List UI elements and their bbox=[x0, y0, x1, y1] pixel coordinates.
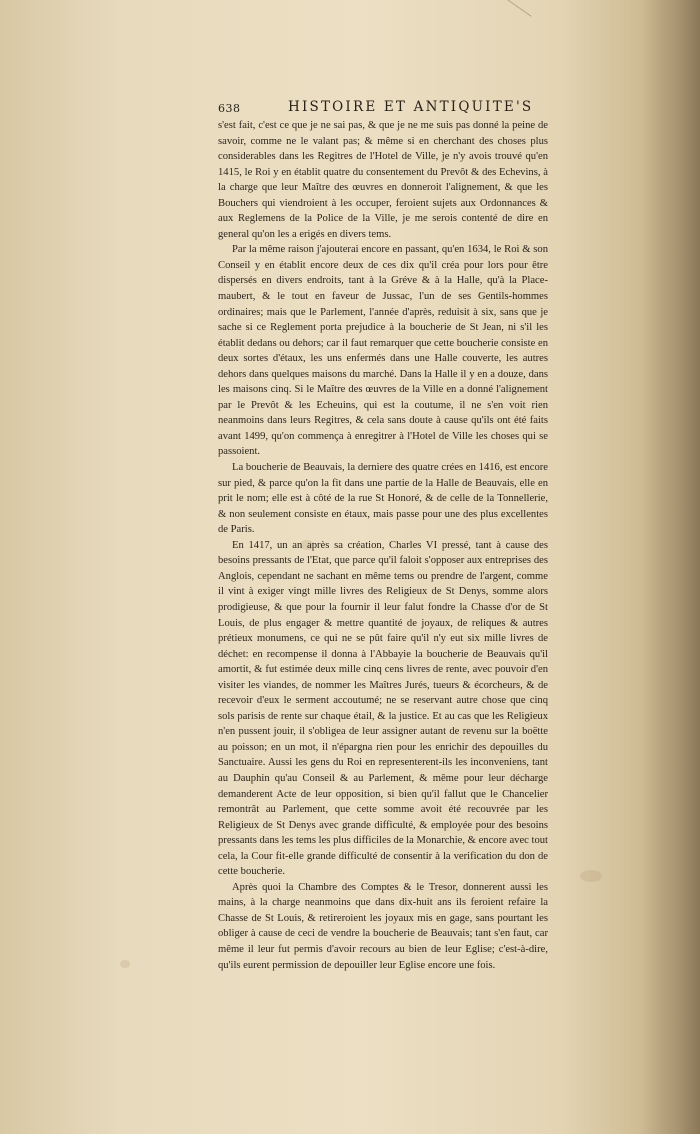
paper-stain bbox=[120, 960, 130, 968]
paragraph: Par la même raison j'ajouterai encore en passant, qu'en 1634, le Roi & son Conseil y en établit encore deux de ces dix qu'il créa pour lors pour être dispersés en divers endroits, tant à la Gréve & à la Halle, qu'à la Place-maubert, & le tout en faveur de Jussac, l'un de ses Gentils-hommes ordinaires; mais que le Parlement, l'année d'après, reduisit à six, sans que je sache si ce Reglement porta prejudice à la boucherie de St Jean, ni s'il les établit dedans ou dehors; car il faut remarquer que cette boucherie consiste en deux sortes d'étaux, les uns enfermés dans une Halle couverte, les autres dehors dans quelques maisons du marché. Dans la Halle il y en a douze, dans les maisons cinq. Si le Maître des œuvres de la Ville en a donné l'alignement par le Prevôt & les Echeuins, qui est la coutume, il ne s'en voit rien neanmoins dans leurs Regitres, & cela sans doute à cause qu'ils ont été faits avant 1499, qu'on commença à enregitrer à l'Hotel de Ville les choses qui se passoient. bbox=[218, 244, 548, 458]
paper-stain bbox=[580, 870, 602, 882]
page-number: 638 bbox=[218, 102, 241, 115]
spine-shadow bbox=[640, 0, 700, 1134]
running-title: HISTOIRE ET ANTIQUITE'S bbox=[288, 99, 534, 115]
page-header bbox=[218, 95, 540, 119]
page-crease bbox=[498, 0, 531, 28]
paragraph: s'est fait, c'est ce que je ne sai pas, & que je ne me suis pas donné la peine de savoir, comme ne le valant pas; & même si en cherchant des choses plus considerables dans les Regitres de l'Hotel de Ville, je n'y avois trouvé qu'en 1415, le Roi y en établit quatre du consentement du Prevôt & des Echevins, à la charge que leur Maître des œuvres en donneroit l'alignement, & que les Bouchers qui viendroient à les occuper, feroient sujets aux Ordonnances & aux Reglemens de la Police de la Ville, je me serois contenté de dire en general qu'on les a erigés en divers tems. bbox=[218, 120, 548, 240]
paragraph: Après quoi la Chambre des Comptes & le Tresor, donnerent aussi les mains, à la charge neanmoins que dans dix-huit ans ils feroient refaire la Chasse de St Louis, & retireroient les joyaux mis en gage, sans pourtant les obliger à cause de ceci de vendre la boucherie de Beauvais; tant s'en faut, car même il leur fut permis d'avoir recours au bien de leur Eglise; c'est-à-dire, qu'ils eurent permission de depouiller leur Eglise encore une fois. bbox=[218, 881, 548, 971]
paragraph: La boucherie de Beauvais, la derniere des quatre crées en 1416, est encore sur pied, & parce qu'on la fit dans une partie de la Halle de Beauvais, elle en prit le nom; elle est à côté de la rue St Honoré, & de celle de la Tonnellerie, & non seulement consiste en étaux, mais passe pour une des plus excellentes de Paris. bbox=[218, 462, 548, 536]
paragraph: En 1417, un an après sa création, Charles VI pressé, tant à cause des besoins pressants de l'Etat, que parce qu'il faloit s'opposer aux entreprises des Anglois, cependant ne sachant en même tems ou prendre de l'argent, comme il vint à exiger vingt mille livres des Religieux de St Denys, somme alors prodigieuse, & que pour la fournir il leur falut fondre la Chasse d'or de St Louis, de plus engager & mettre quantité de joyaux, de reliques & autres prétieux monumens, ce qui ne se pût faire qu'il n'y eut six mille livres de déchet: en recompense il donna à l'Abbayie la boucherie de Beauvais qu'il amortit, & fut estimée deux mille cinq cens livres de rente, avec pouvoir d'en visiter les viandes, de nommer les Maîtres Jurés, tueurs & écorcheurs, & de recevoir d'eux le serment accoutumé; ne se reservant autre chose que cinq sols parisis de rente sur chaque étail, & la justice. Et au cas que les Religieux n'en pussent jouir, il s'obligea de leur assigner autant de revenu sur la boëtte au poisson; en un mot, il n'épargna rien pour les enrichir des depouilles du Sanctuaire. Aussi les gens du Roi en representerent-ils les inconveniens, tant au Dauphin qu'au Conseil & au Parlement, & même pour leur décharge demanderent Acte de leur opposition, si bien qu'il fallut que le Chancelier remontrât au Parlement, que cette somme avoit été recouvrée par les Religieux de St Denys avec grande difficulté, & employée pour des besoins pressants dans les tems les plus difficiles de la Monarchie, & encore avec tout cela, la Cour fit-elle grande difficulté de consentir à la verification du don de cette boucherie. bbox=[218, 539, 548, 878]
body-text bbox=[218, 118, 548, 973]
